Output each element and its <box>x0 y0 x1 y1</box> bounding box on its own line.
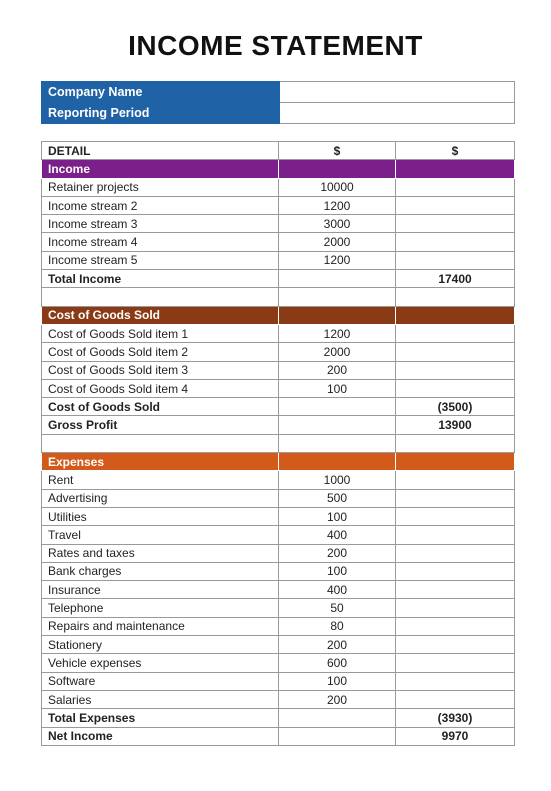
income-statement-table <box>41 141 515 746</box>
line-item-label: Telephone <box>42 599 279 617</box>
line-item-total[interactable] <box>396 654 515 672</box>
line-item-total[interactable] <box>396 690 515 708</box>
line-item-label: Software <box>42 672 279 690</box>
table-header-row <box>42 142 515 160</box>
table-row <box>42 343 515 361</box>
gross-profit-row-blank <box>279 416 396 434</box>
cogs-section-header <box>42 306 515 324</box>
table-row <box>42 544 515 562</box>
net-income-row-label: Net Income <box>42 727 279 745</box>
page-title: INCOME STATEMENT <box>128 30 423 61</box>
spacer-row <box>42 288 515 306</box>
line-item-label: Income stream 2 <box>42 196 279 214</box>
line-item-total[interactable] <box>396 636 515 654</box>
line-item-label: Cost of Goods Sold item 4 <box>42 379 279 397</box>
line-item-value[interactable]: 1200 <box>279 251 396 269</box>
line-item-value[interactable]: 1000 <box>279 471 396 489</box>
line-item-total[interactable] <box>396 196 515 214</box>
total-cogs-row-blank <box>279 398 396 416</box>
line-item-total[interactable] <box>396 251 515 269</box>
total-cogs-row <box>42 398 515 416</box>
line-item-total[interactable] <box>396 581 515 599</box>
line-item-value[interactable]: 400 <box>279 581 396 599</box>
table-row <box>42 178 515 196</box>
table-row <box>42 489 515 507</box>
table-row <box>42 251 515 269</box>
spacer-cell <box>42 434 279 452</box>
expenses-section-title: Expenses <box>42 453 279 471</box>
total-income-row-label: Total Income <box>42 270 279 288</box>
cogs-section-title: Cost of Goods Sold <box>42 306 279 324</box>
line-item-total[interactable] <box>396 233 515 251</box>
income-section-title: Income <box>42 160 279 178</box>
line-item-label: Cost of Goods Sold item 1 <box>42 324 279 342</box>
line-item-label: Travel <box>42 526 279 544</box>
company-info-table <box>41 81 515 124</box>
income-section-header <box>42 160 515 178</box>
total-income-row <box>42 270 515 288</box>
line-item-total[interactable] <box>396 617 515 635</box>
spacer-cell <box>279 288 396 306</box>
table-row <box>42 581 515 599</box>
line-item-label: Income stream 3 <box>42 215 279 233</box>
line-item-value[interactable]: 3000 <box>279 215 396 233</box>
line-item-value[interactable]: 100 <box>279 507 396 525</box>
spacer-cell <box>396 434 515 452</box>
total-expenses-row-label: Total Expenses <box>42 709 279 727</box>
income-section-blank <box>279 160 396 178</box>
line-item-value[interactable]: 200 <box>279 636 396 654</box>
line-item-value[interactable]: 2000 <box>279 343 396 361</box>
line-item-value[interactable]: 100 <box>279 562 396 580</box>
line-item-label: Income stream 5 <box>42 251 279 269</box>
reporting-period-row <box>42 103 515 124</box>
line-item-total[interactable] <box>396 215 515 233</box>
line-item-label: Insurance <box>42 581 279 599</box>
total-income-row-value: 17400 <box>396 270 515 288</box>
company-name-field[interactable] <box>280 82 515 103</box>
reporting-period-label: Reporting Period <box>42 103 280 124</box>
detail-header: DETAIL <box>42 142 279 160</box>
table-row <box>42 196 515 214</box>
cogs-section-blank <box>396 306 515 324</box>
line-item-total[interactable] <box>396 544 515 562</box>
line-item-total[interactable] <box>396 343 515 361</box>
table-row <box>42 526 515 544</box>
table-row <box>42 471 515 489</box>
line-item-label: Cost of Goods Sold item 3 <box>42 361 279 379</box>
line-item-total[interactable] <box>396 178 515 196</box>
line-item-label: Retainer projects <box>42 178 279 196</box>
line-item-label: Cost of Goods Sold item 2 <box>42 343 279 361</box>
gross-profit-row <box>42 416 515 434</box>
line-item-value[interactable]: 1200 <box>279 196 396 214</box>
table-row <box>42 215 515 233</box>
line-item-value[interactable]: 100 <box>279 379 396 397</box>
table-row <box>42 617 515 635</box>
table-row <box>42 507 515 525</box>
line-item-total[interactable] <box>396 489 515 507</box>
line-item-total[interactable] <box>396 507 515 525</box>
line-item-label: Stationery <box>42 636 279 654</box>
table-row <box>42 324 515 342</box>
company-name-label: Company Name <box>42 82 280 103</box>
total-cogs-row-label: Cost of Goods Sold <box>42 398 279 416</box>
line-item-label: Bank charges <box>42 562 279 580</box>
spacer-cell <box>279 434 396 452</box>
cogs-section-blank <box>279 306 396 324</box>
income-section-blank <box>396 160 515 178</box>
line-item-value[interactable]: 1200 <box>279 324 396 342</box>
gross-profit-row-label: Gross Profit <box>42 416 279 434</box>
line-item-total[interactable] <box>396 324 515 342</box>
net-income-row-blank <box>279 727 396 745</box>
table-row <box>42 599 515 617</box>
line-item-value[interactable]: 100 <box>279 672 396 690</box>
line-item-total[interactable] <box>396 599 515 617</box>
gross-profit-row-value: 13900 <box>396 416 515 434</box>
dollar-header-1: $ <box>279 142 396 160</box>
line-item-value[interactable]: 400 <box>279 526 396 544</box>
line-item-label: Repairs and maintenance <box>42 617 279 635</box>
net-income-row-value: 9970 <box>396 727 515 745</box>
total-expenses-row <box>42 709 515 727</box>
table-row <box>42 379 515 397</box>
line-item-label: Advertising <box>42 489 279 507</box>
line-item-value[interactable]: 10000 <box>279 178 396 196</box>
line-item-total[interactable] <box>396 379 515 397</box>
dollar-header-2: $ <box>396 142 515 160</box>
company-name-row <box>42 82 515 103</box>
total-expenses-row-blank <box>279 709 396 727</box>
table-row <box>42 672 515 690</box>
table-row <box>42 654 515 672</box>
line-item-label: Salaries <box>42 690 279 708</box>
spacer-row <box>42 434 515 452</box>
line-item-total[interactable] <box>396 672 515 690</box>
table-row <box>42 562 515 580</box>
total-income-row-blank <box>279 270 396 288</box>
table-row <box>42 690 515 708</box>
table-row <box>42 233 515 251</box>
line-item-label: Rent <box>42 471 279 489</box>
line-item-label: Rates and taxes <box>42 544 279 562</box>
line-item-label: Income stream 4 <box>42 233 279 251</box>
line-item-value[interactable]: 200 <box>279 361 396 379</box>
line-item-value[interactable]: 200 <box>279 690 396 708</box>
line-item-value[interactable]: 200 <box>279 544 396 562</box>
line-item-total[interactable] <box>396 562 515 580</box>
expenses-section-header <box>42 453 515 471</box>
expenses-section-blank <box>396 453 515 471</box>
line-item-value[interactable]: 500 <box>279 489 396 507</box>
line-item-label: Utilities <box>42 507 279 525</box>
expenses-section-blank <box>279 453 396 471</box>
total-cogs-row-value: (3500) <box>396 398 515 416</box>
reporting-period-field[interactable] <box>280 103 515 124</box>
spacer-cell <box>42 288 279 306</box>
line-item-total[interactable] <box>396 471 515 489</box>
line-item-total[interactable] <box>396 526 515 544</box>
line-item-value[interactable]: 50 <box>279 599 396 617</box>
line-item-value[interactable]: 600 <box>279 654 396 672</box>
line-item-value[interactable]: 80 <box>279 617 396 635</box>
spacer-cell <box>396 288 515 306</box>
line-item-value[interactable]: 2000 <box>279 233 396 251</box>
net-income-row <box>42 727 515 745</box>
table-row <box>42 636 515 654</box>
total-expenses-row-value: (3930) <box>396 709 515 727</box>
table-row <box>42 361 515 379</box>
line-item-label: Vehicle expenses <box>42 654 279 672</box>
line-item-total[interactable] <box>396 361 515 379</box>
